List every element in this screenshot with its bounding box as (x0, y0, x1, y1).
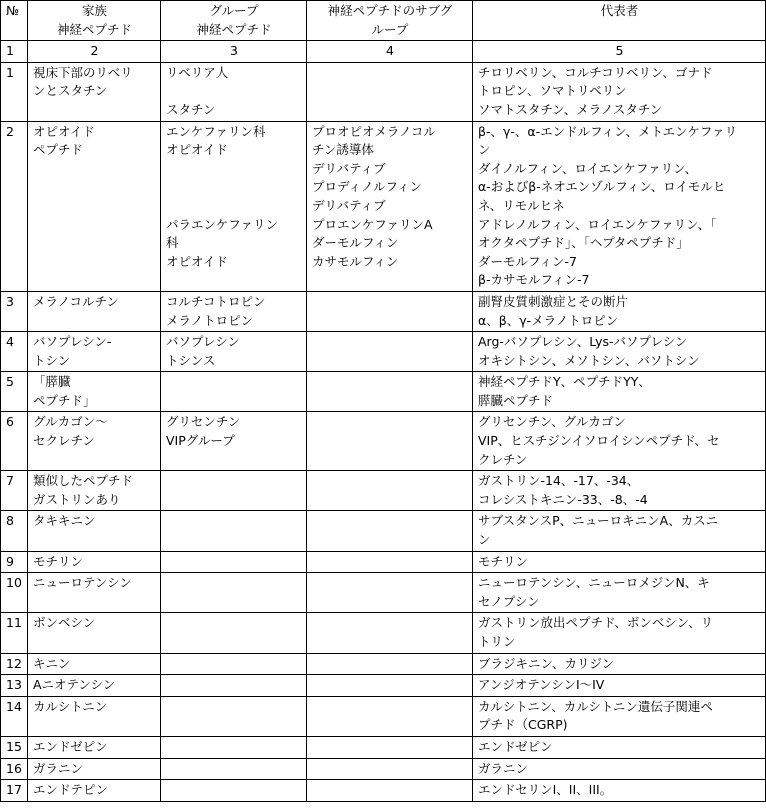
row-number: 8 (1, 511, 28, 551)
group-cell (161, 653, 307, 675)
row-number: 16 (1, 758, 28, 780)
family-cell: タキキニン (28, 511, 161, 551)
table-row (1, 412, 766, 471)
family-cell: ボンベシン (28, 613, 161, 653)
subgroup-cell (307, 758, 473, 780)
representatives-cell: チロリベリン、コルチコリベリン、ゴナド トロピン、ソマトリベリン ソマトスタチン、メラノスタチン (473, 62, 766, 121)
column-number: 5 (473, 41, 766, 63)
table-row (1, 573, 766, 613)
table-row (1, 511, 766, 551)
group-cell (161, 511, 307, 551)
row-number: 1 (1, 62, 28, 121)
table-row (1, 121, 766, 291)
family-cell: 「膵臓 ペプチド」 (28, 372, 161, 412)
representatives-cell: Arg-バソプレシン、Lys-バソプレシン オキシトシン、メソトシン、バソトシン (473, 332, 766, 372)
subgroup-cell (307, 62, 473, 121)
table-row (1, 291, 766, 331)
group-cell (161, 736, 307, 758)
representatives-cell: 副腎皮質刺激症とその断片 α、β、γ-メラノトロピン (473, 291, 766, 331)
representatives-cell: ニューロテンシン、ニューロメジンN、キ セノプシン (473, 573, 766, 613)
representatives-cell: グリセンチン、グルカゴン VIP、ヒスチジンイソロイシンペプチド、セ クレチン (473, 412, 766, 471)
row-number: 17 (1, 780, 28, 802)
group-cell (161, 780, 307, 802)
family-cell: メラノコルチン (28, 291, 161, 331)
row-number: 7 (1, 471, 28, 511)
family-cell: 視床下部のリベリ ンとスタチン (28, 62, 161, 121)
table-row (1, 471, 766, 511)
header-subgroup: 神経ペプチドのサブグ ループ (307, 1, 473, 41)
group-cell (161, 613, 307, 653)
representatives-cell: ガストリン放出ペプチド、ボンベシン、リ トリン (473, 613, 766, 653)
row-number: 14 (1, 696, 28, 736)
column-number: 1 (1, 41, 28, 63)
group-cell: エンケファリン科 オピオイド パラエンケファリン 科 オピオイド (161, 121, 307, 291)
group-cell: グリセンチン VIPグループ (161, 412, 307, 471)
table-row (1, 736, 766, 758)
header-group: グループ 神経ペプチド (161, 1, 307, 41)
subgroup-cell (307, 736, 473, 758)
subgroup-cell (307, 613, 473, 653)
row-number: 9 (1, 551, 28, 573)
family-cell: モチリン (28, 551, 161, 573)
row-number: 3 (1, 291, 28, 331)
representatives-cell: ガストリン-14、-17、-34、 コレシストキニン-33、-8、-4 (473, 471, 766, 511)
table-header-row (1, 1, 766, 41)
representatives-cell: カルシトニン、カルシトニン遺伝子関連ペ プチド（CGRP) (473, 696, 766, 736)
subgroup-cell (307, 511, 473, 551)
subgroup-cell (307, 551, 473, 573)
row-number: 5 (1, 372, 28, 412)
family-cell: Aニオテンシン (28, 675, 161, 697)
group-cell (161, 551, 307, 573)
family-cell: キニン (28, 653, 161, 675)
column-number: 2 (28, 41, 161, 63)
subgroup-cell (307, 412, 473, 471)
family-cell: オピオイド ペプチド (28, 121, 161, 291)
subgroup-cell (307, 780, 473, 802)
table-row (1, 332, 766, 372)
representatives-cell: ガラニン (473, 758, 766, 780)
representatives-cell: モチリン (473, 551, 766, 573)
header-family: 家族 神経ペプチド (28, 1, 161, 41)
family-cell: エンドゼピン (28, 736, 161, 758)
subgroup-cell (307, 696, 473, 736)
representatives-cell: エンドセリンI、II、III。 (473, 780, 766, 802)
column-number-row (1, 41, 766, 63)
table-row (1, 780, 766, 802)
table-row (1, 613, 766, 653)
table-row (1, 372, 766, 412)
group-cell: コルチコトロピン メラノトロピン (161, 291, 307, 331)
family-cell: 類似したペプチド ガストリンあり (28, 471, 161, 511)
group-cell: バソプレシン トシンス (161, 332, 307, 372)
row-number: 2 (1, 121, 28, 291)
row-number: 10 (1, 573, 28, 613)
row-number: 13 (1, 675, 28, 697)
table-row (1, 696, 766, 736)
table-row (1, 551, 766, 573)
subgroup-cell (307, 372, 473, 412)
family-cell: ガラニン (28, 758, 161, 780)
table-row (1, 675, 766, 697)
family-cell: ニューロテンシン (28, 573, 161, 613)
group-cell (161, 696, 307, 736)
table-row (1, 653, 766, 675)
group-cell: リベリア人 スタチン (161, 62, 307, 121)
group-cell (161, 758, 307, 780)
representatives-cell: エンドゼピン (473, 736, 766, 758)
row-number: 12 (1, 653, 28, 675)
group-cell (161, 675, 307, 697)
subgroup-cell (307, 332, 473, 372)
representatives-cell: サブスタンスP、ニューロキニンA、カスニ ン (473, 511, 766, 551)
table-row (1, 62, 766, 121)
family-cell: グルカゴン〜 セクレチン (28, 412, 161, 471)
family-cell: バソプレシン- トシン (28, 332, 161, 372)
representatives-cell: アンジオテンシンI〜IV (473, 675, 766, 697)
row-number: 6 (1, 412, 28, 471)
header-representatives: 代表者 (473, 1, 766, 41)
table-row (1, 758, 766, 780)
family-cell: カルシトニン (28, 696, 161, 736)
header-number: № (1, 1, 28, 41)
representatives-cell: ブラジキニン、カリジン (473, 653, 766, 675)
representatives-cell: β-、γ-、α-エンドルフィン、メトエンケファリ ン ダイノルフィン、ロイエンケファリン、 α-およびβ-ネオエンゾルフィン、ロイモルヒ ネ、リモルヒネ アドレノルフィン、ロイエンケファリン、「 オクタペプチド」、「ヘプタペプチド」 ダーモルフィン-7 β-カサモルフィン-7 (473, 121, 766, 291)
subgroup-cell (307, 291, 473, 331)
group-cell (161, 573, 307, 613)
group-cell (161, 471, 307, 511)
row-number: 15 (1, 736, 28, 758)
subgroup-cell (307, 675, 473, 697)
subgroup-cell (307, 471, 473, 511)
family-cell: エンドテピン (28, 780, 161, 802)
subgroup-cell (307, 573, 473, 613)
row-number: 4 (1, 332, 28, 372)
column-number: 3 (161, 41, 307, 63)
column-number: 4 (307, 41, 473, 63)
subgroup-cell: プロオピオメラノコル チン誘導体 デリバティブ プロディノルフィン デリバティブ プロエンケファリンA ダーモルフィン カサモルフィン (307, 121, 473, 291)
representatives-cell: 神経ペプチドY、ペプチドYY、 膵臓ペプチド (473, 372, 766, 412)
row-number: 11 (1, 613, 28, 653)
subgroup-cell (307, 653, 473, 675)
group-cell (161, 372, 307, 412)
